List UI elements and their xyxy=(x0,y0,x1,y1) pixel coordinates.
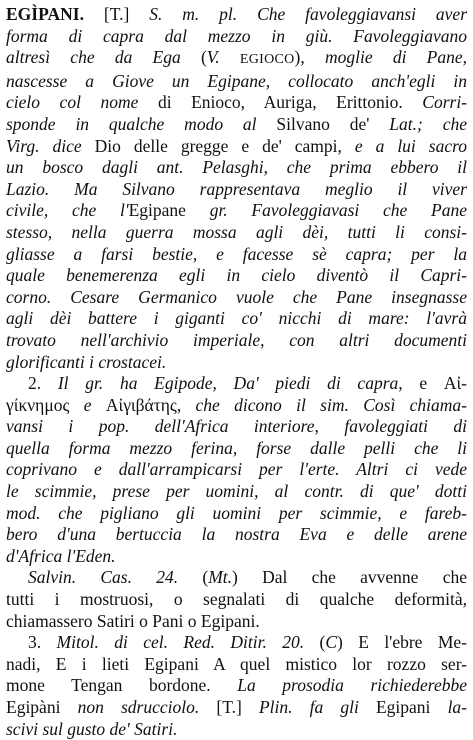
text-segment: e a lui sacro xyxy=(354,135,467,156)
text-line xyxy=(6,71,467,93)
text-segment: tutti i mostruosi, o segnalati di qualche deformità, xyxy=(6,589,467,610)
text-segment: bero d'una bertuccia la nostra Eva e delle arene xyxy=(6,524,467,545)
text-segment: moglie di Pane, xyxy=(324,47,467,68)
text-segment: Silvano de' xyxy=(276,113,390,134)
text-segment: EGIOCO xyxy=(239,52,295,68)
text-segment: Lat.; che xyxy=(389,113,467,134)
text-line xyxy=(6,438,467,460)
text-line xyxy=(6,114,467,136)
text-segment: forma di capra dal mezzo in giù. Favoleggiavano xyxy=(6,25,467,46)
text-segment: di Enioco, Auriga, Erittonio. xyxy=(157,92,423,113)
text-segment: ), xyxy=(294,47,325,68)
text-line xyxy=(6,200,467,222)
text-line xyxy=(6,26,467,48)
text-line xyxy=(6,330,467,352)
text-line xyxy=(6,47,467,71)
text-line xyxy=(6,632,467,654)
text-segment: non sdrucciolo. xyxy=(77,697,217,717)
text-segment: stesso, nella guerra mossa agli dèi, tutti li consi- xyxy=(6,221,467,242)
text-segment: ) E l'ebre Me- xyxy=(337,632,467,653)
text-segment: nascesse a Giove un Egipane, collocato anch'egli in xyxy=(6,70,467,91)
text-segment: gr. Favoleggiavasi che Pane xyxy=(209,200,467,221)
headword: EGÌPANI. xyxy=(6,4,104,24)
text-segment: ) Dal che avvenne che xyxy=(232,567,467,588)
text-segment: S. m. pl. Che favoleggiavansi aver xyxy=(149,4,467,24)
text-segment: V. xyxy=(206,47,240,68)
text-line xyxy=(6,481,467,503)
text-segment: quale benemerenza egli in cielo diventò il Capri- xyxy=(6,265,467,286)
text-segment: [T.] xyxy=(216,697,259,717)
text-segment: chiamassero Satiri o Pani o Egipani. xyxy=(6,610,260,631)
text-segment: sponde in qualche modo al xyxy=(6,113,277,134)
text-segment: Αἰγιβάτης, xyxy=(105,394,196,415)
text-line xyxy=(6,524,467,546)
text-segment: quella forma mezzo ferina, forse dalle pelli che li xyxy=(6,437,467,458)
text-segment: Egipàni xyxy=(6,697,78,717)
text-segment: Il gr. ha Egipode, Da' piedi di capra, xyxy=(57,373,420,394)
text-line xyxy=(6,546,467,568)
text-line xyxy=(6,287,467,309)
text-line xyxy=(6,675,467,697)
text-segment: le scimmie, prese per uomini, al contr. di que' dotti xyxy=(6,481,467,502)
text-segment: la- xyxy=(447,697,467,717)
text-segment: ( xyxy=(202,567,209,588)
text-segment: altresì che da Ega xyxy=(6,47,201,68)
text-segment: ( xyxy=(319,632,326,653)
text-line xyxy=(6,611,467,633)
text-segment: civile, che l' xyxy=(6,200,129,221)
text-line xyxy=(6,157,467,179)
text-line xyxy=(6,244,467,266)
text-segment: nadi, E i lieti Egipani A quel mistico lor rozzo ser- xyxy=(6,653,467,674)
text-segment: Corri- xyxy=(422,92,467,113)
text-segment: ( xyxy=(200,47,207,68)
text-line xyxy=(6,416,467,438)
text-segment: vansi i pop. dell'Africa interiore, favoleggiati di xyxy=(6,416,467,437)
text-segment: mod. che pigliano gli uomini per scimmie, e fareb- xyxy=(6,502,467,523)
text-line xyxy=(6,503,467,525)
text-line xyxy=(6,459,467,481)
text-line xyxy=(6,179,467,201)
text-line xyxy=(6,697,467,719)
text-segment: Egipani xyxy=(375,697,448,717)
text-segment: d'Africa l'Eden. xyxy=(6,545,116,566)
text-segment: Mt. xyxy=(208,567,233,588)
text-line xyxy=(6,719,467,740)
text-line xyxy=(6,567,467,589)
text-line xyxy=(6,373,467,395)
text-line xyxy=(6,4,467,26)
text-segment: glorificanti i crostacei. xyxy=(6,351,167,372)
text-segment: [T.] xyxy=(103,4,150,24)
text-segment: gliasse a farsi bestie, e facesse sè capra; per la xyxy=(6,243,467,264)
text-segment: Mitol. di cel. Red. Ditir. 20. xyxy=(56,632,320,653)
text-segment: Lazio. Ma Silvano rappresentava meglio il viver xyxy=(6,178,467,199)
text-segment: agli dèi battere i giganti co' nicchi di mare: l'avrà xyxy=(6,308,467,329)
text-line xyxy=(6,654,467,676)
text-line xyxy=(6,136,467,158)
text-segment: Dio delle gregge e de' campi, xyxy=(94,135,355,156)
text-segment: Virg. dice xyxy=(6,135,95,156)
text-line xyxy=(6,222,467,244)
text-segment: scivi sul gusto de' Satiri. xyxy=(6,718,178,739)
text-segment: corno. Cesare Germanico vuole che Pane insegnasse xyxy=(6,286,467,307)
text-segment: coprivano e dall'arrampicarsi per l'erte. Altri ci vede xyxy=(6,459,467,480)
text-segment: trovato nell'archivio imperiale, con altri documenti xyxy=(6,329,467,350)
text-line xyxy=(6,395,467,417)
text-line xyxy=(6,92,467,114)
text-segment: Plin. fa gli xyxy=(258,697,376,717)
text-segment: mone Tengan bordone. xyxy=(6,675,238,696)
text-segment: un bosco dagli ant. Pelasghi, che prima ebbero il xyxy=(6,157,467,178)
text-segment: La prosodia richiederebbe xyxy=(237,675,467,696)
text-segment: Egipane xyxy=(128,200,210,221)
text-line xyxy=(6,589,467,611)
text-segment: γίκνημος xyxy=(6,394,84,415)
text-line xyxy=(6,308,467,330)
text-segment: che dicono il sim. Così chiama- xyxy=(195,394,467,415)
text-segment: cielo col nome xyxy=(6,92,158,113)
text-line xyxy=(6,352,467,374)
text-segment: C xyxy=(325,632,338,653)
text-segment: e xyxy=(83,394,106,415)
text-segment: Salvin. Cas. 24. xyxy=(28,567,203,588)
text-line xyxy=(6,265,467,287)
text-segment: e Αἰ- xyxy=(419,373,467,394)
text-segment: 2. xyxy=(28,373,58,394)
text-segment: 3. xyxy=(28,632,57,653)
